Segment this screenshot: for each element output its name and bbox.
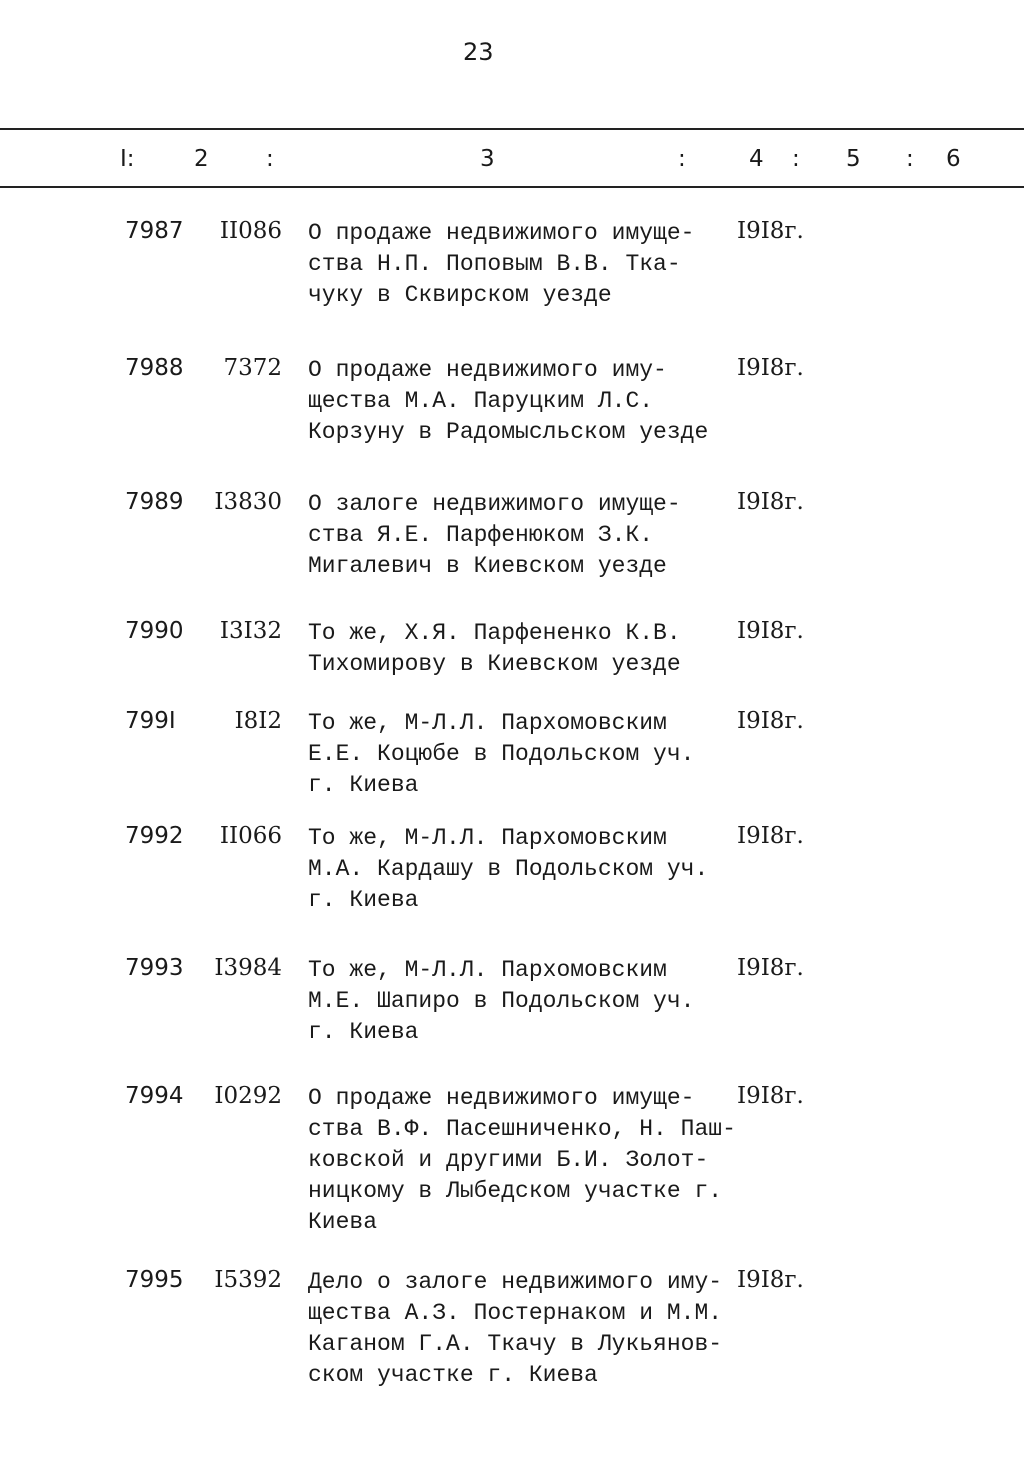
- column-header-1: I:: [120, 146, 135, 172]
- record-title: [308, 823, 738, 916]
- record-title: [308, 1083, 738, 1238]
- title-line: Е.Е. Коцюбе в Подольском уч.: [308, 741, 695, 767]
- column-separator: :: [266, 146, 274, 172]
- old-number: 7372: [223, 355, 282, 381]
- title-line: г. Киева: [308, 772, 419, 798]
- title-line: Мигалевич в Киевском уезде: [308, 553, 667, 579]
- old-number: I3I32: [219, 618, 282, 644]
- record-title: [308, 708, 738, 801]
- column-header-3: 3: [480, 146, 495, 172]
- inventory-number: 7992: [125, 823, 184, 849]
- record-year: I9I8г.: [737, 489, 804, 515]
- title-line: То же, М-Л.Л. Пархомовским: [308, 710, 667, 736]
- title-line: О залоге недвижимого имуще-: [308, 491, 681, 517]
- record-title: [308, 955, 738, 1048]
- inventory-number: 7994: [125, 1083, 184, 1109]
- title-line: М.Е. Шапиро в Подольском уч.: [308, 988, 695, 1014]
- title-line: Каганом Г.А. Ткачу в Лукьянов-: [308, 1331, 723, 1357]
- inventory-number: 7990: [125, 618, 184, 644]
- title-line: Киева: [308, 1209, 378, 1235]
- record-year: I9I8г.: [737, 618, 804, 644]
- inventory-number: 7995: [125, 1267, 184, 1293]
- header-rule-bottom: [0, 186, 1024, 188]
- inventory-number: 7988: [125, 355, 184, 381]
- title-line: То же, М-Л.Л. Пархомовским: [308, 957, 667, 983]
- record-year: I9I8г.: [737, 1083, 804, 1109]
- title-line: ковской и другими Б.И. Золот-: [308, 1147, 709, 1173]
- record-title: [308, 489, 738, 582]
- column-separator: :: [678, 146, 686, 172]
- title-line: ском участке г. Киева: [308, 1362, 598, 1388]
- inventory-number: 7987: [125, 218, 184, 244]
- title-line: ства Н.П. Поповым В.В. Тка-: [308, 251, 681, 277]
- record-year: I9I8г.: [737, 955, 804, 981]
- title-line: г. Киева: [308, 887, 419, 913]
- record-title: [308, 1267, 738, 1391]
- title-line: М.А. Кардашу в Подольском уч.: [308, 856, 709, 882]
- title-line: То же, Х.Я. Парфененко К.В.: [308, 620, 681, 646]
- inventory-number: 799I: [125, 708, 176, 734]
- record-year: I9I8г.: [737, 1267, 804, 1293]
- old-number: I3830: [214, 489, 282, 515]
- header-rule-top: [0, 128, 1024, 130]
- column-header-4: 4: [749, 146, 764, 172]
- record-title: [308, 218, 738, 311]
- record-year: I9I8г.: [737, 355, 804, 381]
- title-line: щества М.А. Паруцким Л.С.: [308, 388, 654, 414]
- record-year: I9I8г.: [737, 823, 804, 849]
- title-line: ницкому в Лыбедском участке г.: [308, 1178, 723, 1204]
- title-line: щества А.З. Постернаком и М.М.: [308, 1300, 723, 1326]
- old-number: II086: [219, 218, 282, 244]
- column-header-5: 5: [846, 146, 861, 172]
- title-line: ства В.Ф. Пасешниченко, Н. Паш-: [308, 1116, 736, 1142]
- column-separator: :: [792, 146, 800, 172]
- title-line: О продаже недвижимого имуще-: [308, 1085, 695, 1111]
- title-line: О продаже недвижимого имуще-: [308, 220, 695, 246]
- old-number: II066: [219, 823, 282, 849]
- record-title: [308, 355, 738, 448]
- page-number: 23: [463, 38, 494, 66]
- title-line: Тихомирову в Киевском уезде: [308, 651, 681, 677]
- inventory-number: 7993: [125, 955, 184, 981]
- record-year: I9I8г.: [737, 708, 804, 734]
- title-line: О продаже недвижимого иму-: [308, 357, 667, 383]
- column-separator: :: [906, 146, 914, 172]
- title-line: То же, М-Л.Л. Пархомовским: [308, 825, 667, 851]
- old-number: I0292: [214, 1083, 282, 1109]
- record-title: [308, 618, 738, 680]
- title-line: г. Киева: [308, 1019, 419, 1045]
- column-header-2: 2: [194, 146, 209, 172]
- title-line: ства Я.Е. Парфенюком З.К.: [308, 522, 654, 548]
- old-number: I8I2: [234, 708, 282, 734]
- column-header-6: 6: [946, 146, 961, 172]
- title-line: Корзуну в Радомысльском уезде: [308, 419, 709, 445]
- old-number: I5392: [214, 1267, 282, 1293]
- old-number: I3984: [214, 955, 282, 981]
- title-line: чуку в Сквирском уезде: [308, 282, 612, 308]
- inventory-number: 7989: [125, 489, 184, 515]
- title-line: Дело о залоге недвижимого иму-: [308, 1269, 723, 1295]
- record-year: I9I8г.: [737, 218, 804, 244]
